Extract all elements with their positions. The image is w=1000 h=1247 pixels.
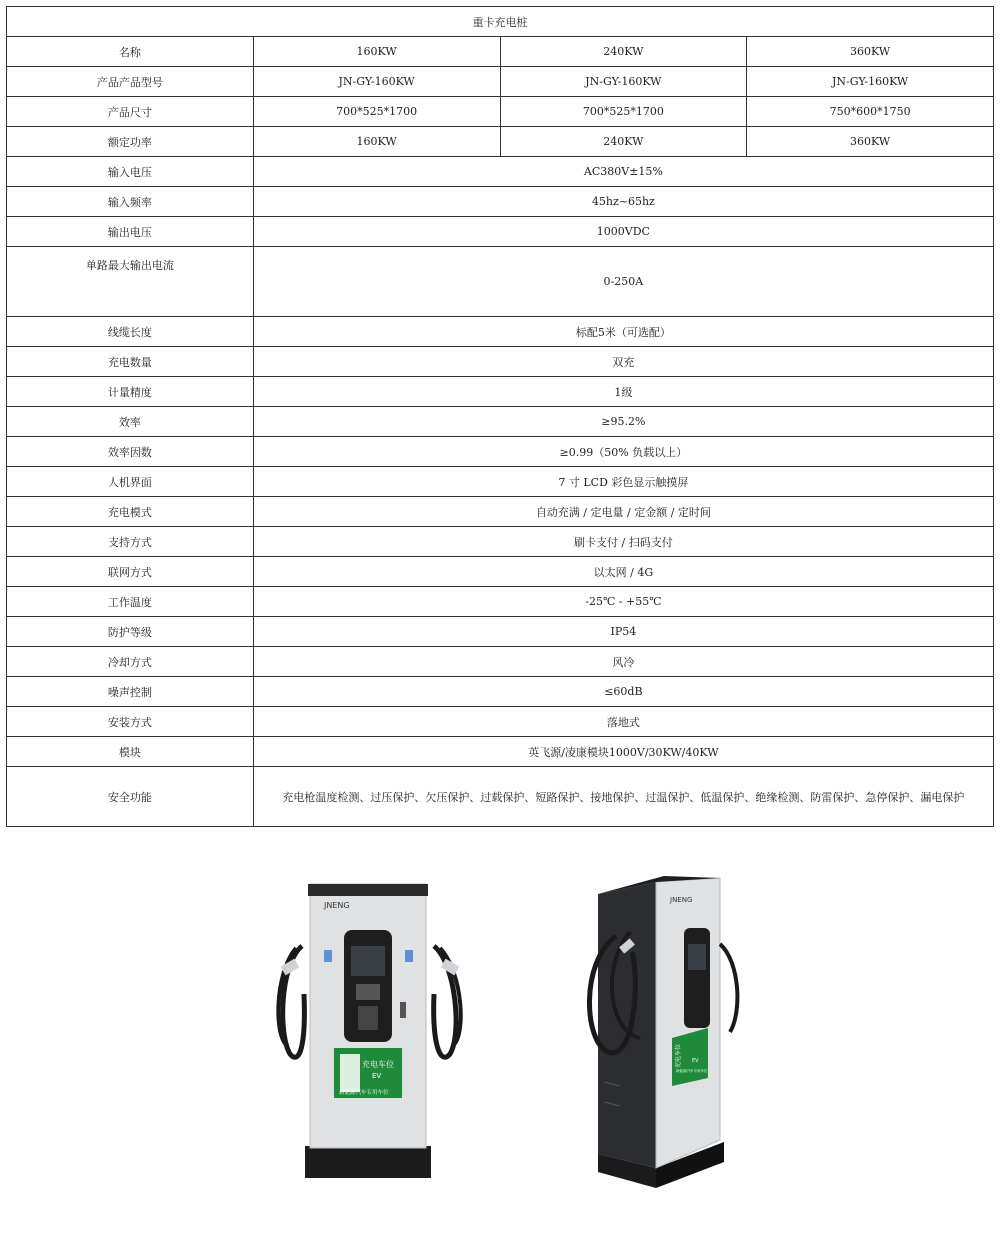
row-label: 噪声控制 — [7, 677, 254, 707]
cell-value: 双充 — [253, 347, 993, 377]
row-label: 效率因数 — [7, 437, 254, 467]
cell-value: 以太网 / 4G — [253, 557, 993, 587]
cell-value: AC380V±15% — [253, 157, 993, 187]
table-row — [7, 347, 994, 377]
row-label: 冷却方式 — [7, 647, 254, 677]
table-row — [7, 317, 994, 347]
cell-value: 标配5米（可选配） — [253, 317, 993, 347]
row-label: 产品尺寸 — [7, 97, 254, 127]
table-row — [7, 187, 994, 217]
cell-value: 自动充满 / 定电量 / 定金额 / 定时间 — [253, 497, 993, 527]
table-row — [7, 767, 994, 827]
row-label: 产品产品型号 — [7, 67, 254, 97]
svg-text:充电车位: 充电车位 — [362, 1060, 394, 1069]
row-label: 联网方式 — [7, 557, 254, 587]
cell-value: IP54 — [253, 617, 993, 647]
cell-value: 1级 — [253, 377, 993, 407]
cell-value: 360KW — [747, 127, 994, 157]
cell-value: 160KW — [253, 127, 500, 157]
row-label: 人机界面 — [7, 467, 254, 497]
row-label: 名称 — [7, 37, 254, 67]
table-row — [7, 67, 994, 97]
row-label: 线缆长度 — [7, 317, 254, 347]
brand-logo: JNENG — [670, 896, 693, 904]
table-row — [7, 407, 994, 437]
svg-text:EV: EV — [372, 1072, 382, 1080]
cell-value: ≥0.99（50% 负载以上） — [253, 437, 993, 467]
row-label: 安装方式 — [7, 707, 254, 737]
model-header: 240KW — [500, 37, 747, 67]
row-label: 输出电压 — [7, 217, 254, 247]
cell-value: 45hz~65hz — [253, 187, 993, 217]
row-label: 充电数量 — [7, 347, 254, 377]
cell-value: ≤60dB — [253, 677, 993, 707]
row-label: 防护等级 — [7, 617, 254, 647]
row-label: 充电模式 — [7, 497, 254, 527]
cell-value: -25℃ - +55℃ — [253, 587, 993, 617]
spec-table — [6, 6, 994, 827]
cell-value: 英飞源/凌康模块1000V/30KW/40KW — [253, 737, 993, 767]
cell-value: 0-250A — [253, 247, 993, 317]
cell-value: 7 寸 LCD 彩色显示触摸屏 — [253, 467, 993, 497]
table-row — [7, 127, 994, 157]
row-label: 支持方式 — [7, 527, 254, 557]
row-label: 工作温度 — [7, 587, 254, 617]
cell-value: JN-GY-160KW — [500, 67, 747, 97]
row-label: 效率 — [7, 407, 254, 437]
row-label: 单路最大输出电流 — [7, 247, 254, 317]
cell-value: JN-GY-160KW — [747, 67, 994, 97]
cell-value: 刷卡支付 / 扫码支付 — [253, 527, 993, 557]
row-label: 输入电压 — [7, 157, 254, 187]
cell-value: JN-GY-160KW — [253, 67, 500, 97]
table-row — [7, 437, 994, 467]
svg-text:新能源汽车专用车位: 新能源汽车专用车位 — [676, 1069, 708, 1073]
table-row — [7, 217, 994, 247]
table-row — [7, 467, 994, 497]
table-row — [7, 377, 994, 407]
product-photos — [0, 834, 1000, 1247]
row-label: 计量精度 — [7, 377, 254, 407]
table-row — [7, 557, 994, 587]
svg-text:新能源汽车专用车位: 新能源汽车专用车位 — [339, 1090, 389, 1096]
table-row — [7, 497, 994, 527]
table-row — [7, 587, 994, 617]
table-row — [7, 617, 994, 647]
svg-text:EV: EV — [692, 1058, 699, 1064]
row-label: 安全功能 — [7, 767, 254, 827]
charger-front-image — [260, 874, 490, 1184]
row-label: 输入频率 — [7, 187, 254, 217]
cell-value: ≥95.2% — [253, 407, 993, 437]
table-row — [7, 677, 994, 707]
table-title: 重卡充电桩 — [7, 7, 994, 37]
cell-value: 1000VDC — [253, 217, 993, 247]
model-header: 160KW — [253, 37, 500, 67]
table-row — [7, 737, 994, 767]
table-row — [7, 157, 994, 187]
cell-value: 240KW — [500, 127, 747, 157]
brand-logo: JNENG — [324, 901, 350, 910]
table-row — [7, 647, 994, 677]
cell-value: 750*600*1750 — [747, 97, 994, 127]
cell-value: 风冷 — [253, 647, 993, 677]
row-label: 模块 — [7, 737, 254, 767]
cell-value: 落地式 — [253, 707, 993, 737]
cell-value: 700*525*1700 — [500, 97, 747, 127]
cell-value: 充电枪温度检测、过压保护、欠压保护、过载保护、短路保护、接地保护、过温保护、低温保护、绝缘检测、防雷保护、急停保护、漏电保护 — [253, 767, 993, 827]
table-row — [7, 247, 994, 317]
table-row — [7, 97, 994, 127]
model-header: 360KW — [747, 37, 994, 67]
table-row — [7, 527, 994, 557]
svg-text:充电车位: 充电车位 — [675, 1043, 682, 1068]
table-row — [7, 707, 994, 737]
charger-side-image — [580, 872, 760, 1192]
row-label: 额定功率 — [7, 127, 254, 157]
cell-value: 700*525*1700 — [253, 97, 500, 127]
